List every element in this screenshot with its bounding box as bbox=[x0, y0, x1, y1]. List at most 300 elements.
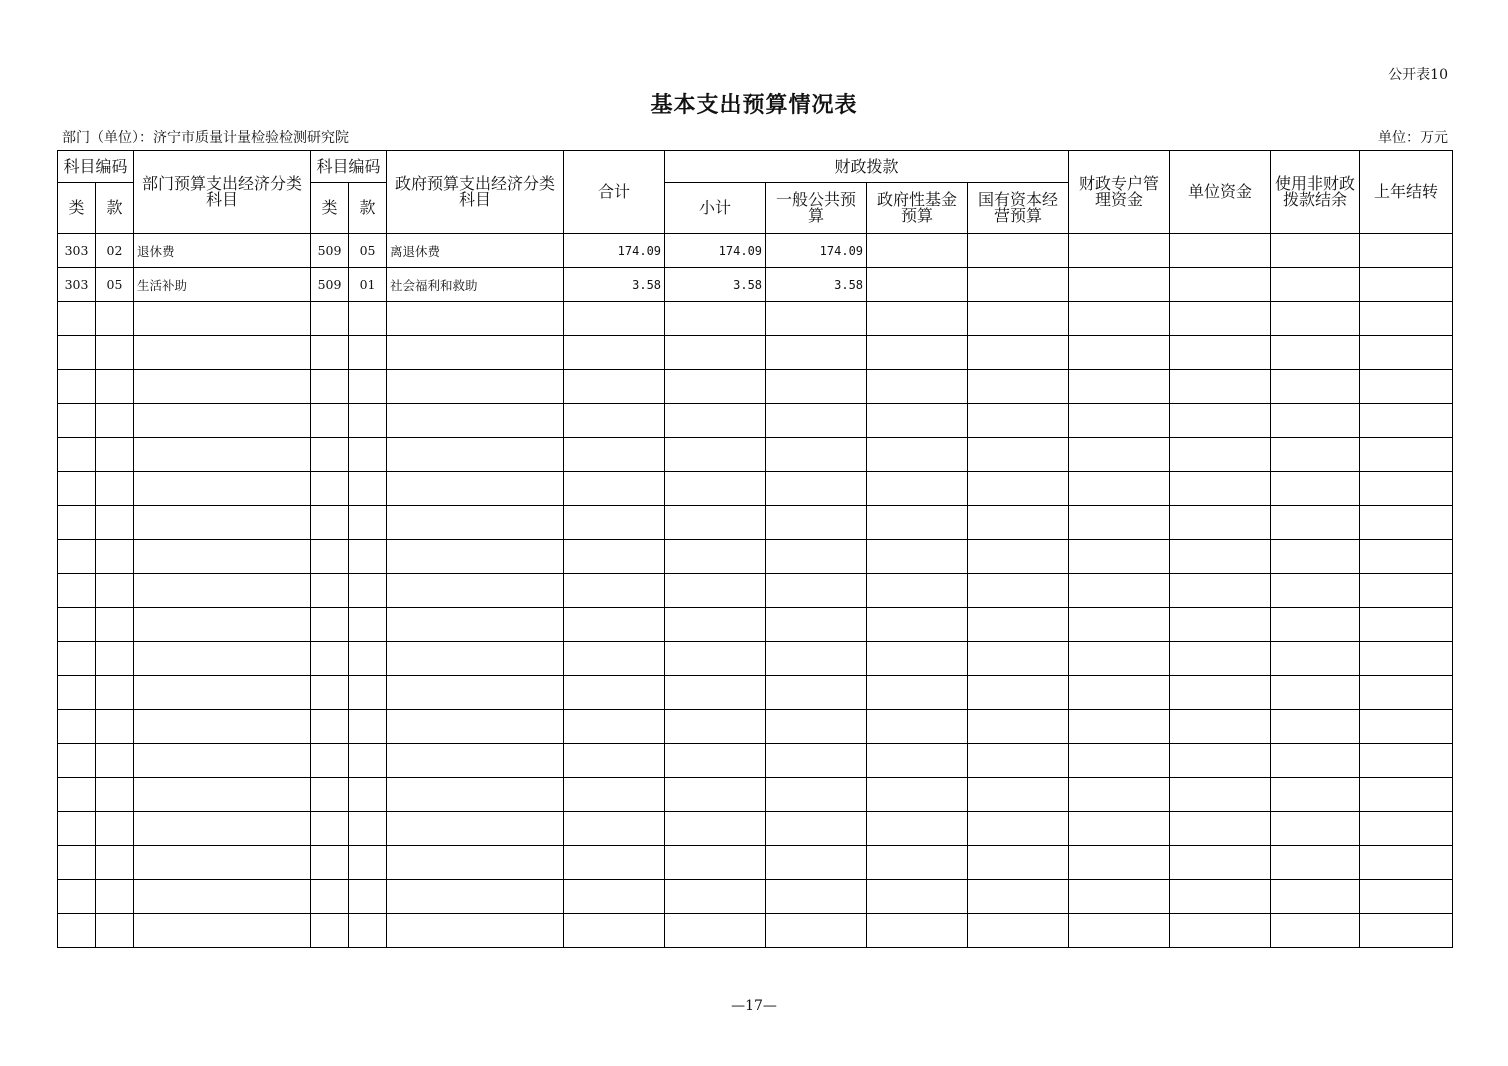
table-cell-empty bbox=[665, 574, 766, 608]
table-cell-empty bbox=[665, 506, 766, 540]
table-cell-empty bbox=[1360, 370, 1453, 404]
table-cell-empty bbox=[1271, 880, 1360, 914]
cell-prior bbox=[1360, 234, 1453, 268]
cell-subtotal: 174.09 bbox=[665, 234, 766, 268]
table-cell-empty bbox=[1069, 302, 1170, 336]
table-cell-empty bbox=[1069, 472, 1170, 506]
budget-table bbox=[57, 150, 1453, 948]
table-cell-empty bbox=[311, 574, 349, 608]
table-cell-empty bbox=[349, 914, 387, 948]
table-cell-empty bbox=[1069, 778, 1170, 812]
table-cell-empty bbox=[766, 336, 867, 370]
table-cell-empty bbox=[665, 846, 766, 880]
table-cell-empty bbox=[387, 880, 564, 914]
table-cell-empty bbox=[349, 370, 387, 404]
table-cell-empty bbox=[968, 302, 1069, 336]
table-cell-empty bbox=[58, 778, 96, 812]
table-cell-empty bbox=[1271, 642, 1360, 676]
table-cell-empty bbox=[311, 336, 349, 370]
page-number: —17— bbox=[731, 998, 777, 1014]
table-cell-empty bbox=[1069, 676, 1170, 710]
table-cell-empty bbox=[1170, 778, 1271, 812]
table-cell-empty bbox=[134, 914, 311, 948]
table-cell-empty bbox=[867, 506, 968, 540]
table-cell-empty bbox=[867, 778, 968, 812]
table-row-empty bbox=[58, 336, 1453, 370]
table-cell-empty bbox=[96, 676, 134, 710]
table-cell-empty bbox=[1170, 438, 1271, 472]
table-cell-empty bbox=[766, 812, 867, 846]
form-number: 公开表10 bbox=[1388, 67, 1448, 83]
cell-fund bbox=[867, 268, 968, 302]
table-cell-empty bbox=[96, 812, 134, 846]
table-cell-empty bbox=[968, 710, 1069, 744]
table-cell-empty bbox=[564, 812, 665, 846]
table-cell-empty bbox=[1170, 608, 1271, 642]
table-cell-empty bbox=[665, 438, 766, 472]
table-cell-empty bbox=[564, 336, 665, 370]
table-cell-empty bbox=[564, 608, 665, 642]
table-cell-empty bbox=[96, 472, 134, 506]
table-cell-empty bbox=[1271, 778, 1360, 812]
table-cell-empty bbox=[766, 608, 867, 642]
table-cell-empty bbox=[1069, 574, 1170, 608]
table-cell-empty bbox=[1271, 676, 1360, 710]
table-cell-empty bbox=[387, 472, 564, 506]
table-cell-empty bbox=[665, 302, 766, 336]
table-row-empty bbox=[58, 914, 1453, 948]
table-cell-empty bbox=[564, 880, 665, 914]
table-cell-empty bbox=[766, 404, 867, 438]
table-cell-empty bbox=[1360, 472, 1453, 506]
table-cell-empty bbox=[311, 506, 349, 540]
table-cell-empty bbox=[968, 404, 1069, 438]
table-cell-empty bbox=[867, 812, 968, 846]
cell-non-fiscal bbox=[1271, 268, 1360, 302]
cell-subtotal: 3.58 bbox=[665, 268, 766, 302]
table-cell-empty bbox=[387, 608, 564, 642]
table-cell-empty bbox=[968, 880, 1069, 914]
cell-lei: 303 bbox=[58, 234, 96, 268]
cell-special bbox=[1069, 268, 1170, 302]
table-cell-empty bbox=[1360, 540, 1453, 574]
table-cell-empty bbox=[564, 404, 665, 438]
table-cell-empty bbox=[867, 676, 968, 710]
table-cell-empty bbox=[1069, 370, 1170, 404]
table-cell-empty bbox=[134, 846, 311, 880]
table-cell-empty bbox=[1069, 506, 1170, 540]
table-cell-empty bbox=[58, 642, 96, 676]
table-cell-empty bbox=[58, 472, 96, 506]
table-cell-empty bbox=[1271, 914, 1360, 948]
table-cell-empty bbox=[766, 744, 867, 778]
table-cell-empty bbox=[1360, 914, 1453, 948]
table-cell-empty bbox=[564, 506, 665, 540]
table-cell-empty bbox=[968, 608, 1069, 642]
table-cell-empty bbox=[968, 506, 1069, 540]
table-cell-empty bbox=[766, 676, 867, 710]
table-cell-empty bbox=[1271, 574, 1360, 608]
table-cell-empty bbox=[766, 710, 867, 744]
table-row bbox=[58, 268, 1453, 302]
table-cell-empty bbox=[1170, 370, 1271, 404]
table-cell-empty bbox=[1069, 608, 1170, 642]
table-cell-empty bbox=[311, 404, 349, 438]
table-cell-empty bbox=[349, 438, 387, 472]
header-gov-fund: 政府性基金预算 bbox=[867, 183, 968, 234]
table-cell-empty bbox=[134, 812, 311, 846]
table-cell-empty bbox=[1271, 540, 1360, 574]
table-cell-empty bbox=[349, 574, 387, 608]
cell-unit-funds bbox=[1170, 268, 1271, 302]
table-cell-empty bbox=[564, 778, 665, 812]
table-cell-empty bbox=[867, 846, 968, 880]
table-row-empty bbox=[58, 472, 1453, 506]
table-cell-empty bbox=[1069, 812, 1170, 846]
table-cell-empty bbox=[1170, 846, 1271, 880]
table-cell-empty bbox=[968, 744, 1069, 778]
cell-gov-lei: 509 bbox=[311, 268, 349, 302]
table-cell-empty bbox=[1170, 642, 1271, 676]
table-cell-empty bbox=[96, 778, 134, 812]
table-cell-empty bbox=[564, 676, 665, 710]
table-cell-empty bbox=[867, 404, 968, 438]
table-cell-empty bbox=[96, 506, 134, 540]
header-dept-category: 部门预算支出经济分类科目 bbox=[134, 151, 311, 234]
cell-dept-name: 退休费 bbox=[134, 234, 311, 268]
table-cell-empty bbox=[1069, 404, 1170, 438]
table-cell-empty bbox=[867, 608, 968, 642]
table-cell-empty bbox=[349, 778, 387, 812]
table-cell-empty bbox=[1170, 574, 1271, 608]
table-cell-empty bbox=[58, 812, 96, 846]
table-cell-empty bbox=[867, 540, 968, 574]
table-cell-empty bbox=[134, 506, 311, 540]
table-cell-empty bbox=[1360, 880, 1453, 914]
table-cell-empty bbox=[349, 710, 387, 744]
table-cell-empty bbox=[96, 642, 134, 676]
table-cell-empty bbox=[134, 778, 311, 812]
table-cell-empty bbox=[58, 744, 96, 778]
table-cell-empty bbox=[311, 472, 349, 506]
table-cell-empty bbox=[867, 472, 968, 506]
cell-total: 3.58 bbox=[564, 268, 665, 302]
table-cell-empty bbox=[349, 540, 387, 574]
table-row-empty bbox=[58, 880, 1453, 914]
table-cell-empty bbox=[1271, 472, 1360, 506]
table-cell-empty bbox=[766, 574, 867, 608]
table-cell-empty bbox=[665, 642, 766, 676]
table-cell-empty bbox=[665, 744, 766, 778]
table-cell-empty bbox=[387, 710, 564, 744]
table-cell-empty bbox=[1170, 880, 1271, 914]
table-cell-empty bbox=[766, 438, 867, 472]
table-cell-empty bbox=[1271, 744, 1360, 778]
table-cell-empty bbox=[867, 880, 968, 914]
table-cell-empty bbox=[1069, 914, 1170, 948]
table-cell-empty bbox=[968, 812, 1069, 846]
table-cell-empty bbox=[766, 472, 867, 506]
table-cell-empty bbox=[58, 302, 96, 336]
table-cell-empty bbox=[134, 472, 311, 506]
cell-lei: 303 bbox=[58, 268, 96, 302]
table-cell-empty bbox=[134, 404, 311, 438]
table-cell-empty bbox=[665, 778, 766, 812]
table-cell-empty bbox=[1271, 846, 1360, 880]
table-cell-empty bbox=[867, 642, 968, 676]
table-cell-empty bbox=[1170, 506, 1271, 540]
table-cell-empty bbox=[349, 506, 387, 540]
table-cell-empty bbox=[1069, 642, 1170, 676]
table-cell-empty bbox=[968, 336, 1069, 370]
table-cell-empty bbox=[96, 438, 134, 472]
table-cell-empty bbox=[311, 540, 349, 574]
table-cell-empty bbox=[1360, 506, 1453, 540]
department-label: 部门（单位）：济宁市质量计量检验检测研究院 bbox=[62, 130, 349, 146]
header-kuan-1: 款 bbox=[96, 183, 134, 234]
table-cell-empty bbox=[766, 540, 867, 574]
table-cell-empty bbox=[96, 744, 134, 778]
table-cell-empty bbox=[387, 506, 564, 540]
header-state-capital: 国有资本经营预算 bbox=[968, 183, 1069, 234]
table-cell-empty bbox=[968, 540, 1069, 574]
header-total: 合计 bbox=[564, 151, 665, 234]
table-cell-empty bbox=[311, 676, 349, 710]
header-prior-year: 上年结转 bbox=[1360, 151, 1453, 234]
cell-unit-funds bbox=[1170, 234, 1271, 268]
table-cell-empty bbox=[1360, 336, 1453, 370]
table-cell-empty bbox=[1360, 744, 1453, 778]
table-cell-empty bbox=[134, 676, 311, 710]
table-cell-empty bbox=[665, 710, 766, 744]
table-cell-empty bbox=[1271, 370, 1360, 404]
unit-label: 单位：万元 bbox=[1378, 130, 1448, 146]
table-cell-empty bbox=[311, 812, 349, 846]
header-lei-1: 类 bbox=[58, 183, 96, 234]
table-cell-empty bbox=[387, 778, 564, 812]
table-cell-empty bbox=[96, 608, 134, 642]
table-cell-empty bbox=[1360, 438, 1453, 472]
table-cell-empty bbox=[96, 540, 134, 574]
table-cell-empty bbox=[968, 914, 1069, 948]
table-cell-empty bbox=[564, 438, 665, 472]
table-cell-empty bbox=[134, 370, 311, 404]
header-special-account: 财政专户管理资金 bbox=[1069, 151, 1170, 234]
header-fiscal: 财政拨款 bbox=[665, 151, 1069, 183]
table-cell-empty bbox=[311, 778, 349, 812]
table-cell-empty bbox=[1069, 710, 1170, 744]
table-cell-empty bbox=[311, 370, 349, 404]
table-cell-empty bbox=[134, 744, 311, 778]
table-cell-empty bbox=[665, 472, 766, 506]
table-cell-empty bbox=[387, 370, 564, 404]
table-cell-empty bbox=[1360, 778, 1453, 812]
table-cell-empty bbox=[1360, 642, 1453, 676]
table-cell-empty bbox=[387, 676, 564, 710]
table-cell-empty bbox=[1170, 710, 1271, 744]
cell-total: 174.09 bbox=[564, 234, 665, 268]
table-cell-empty bbox=[96, 336, 134, 370]
table-cell-empty bbox=[134, 880, 311, 914]
table-cell-empty bbox=[665, 880, 766, 914]
table-cell-empty bbox=[564, 302, 665, 336]
table-cell-empty bbox=[311, 642, 349, 676]
table-cell-empty bbox=[867, 744, 968, 778]
table-cell-empty bbox=[968, 642, 1069, 676]
table-cell-empty bbox=[867, 370, 968, 404]
table-cell-empty bbox=[1170, 404, 1271, 438]
cell-fund bbox=[867, 234, 968, 268]
table-row-empty bbox=[58, 778, 1453, 812]
table-cell-empty bbox=[387, 438, 564, 472]
table-cell-empty bbox=[1360, 608, 1453, 642]
table-row-empty bbox=[58, 506, 1453, 540]
table-cell-empty bbox=[134, 608, 311, 642]
table-cell-empty bbox=[968, 574, 1069, 608]
table-cell-empty bbox=[1170, 302, 1271, 336]
cell-kuan: 05 bbox=[96, 268, 134, 302]
table-cell-empty bbox=[564, 370, 665, 404]
table-cell-empty bbox=[387, 540, 564, 574]
table-cell-empty bbox=[665, 370, 766, 404]
table-row-empty bbox=[58, 438, 1453, 472]
table-cell-empty bbox=[968, 676, 1069, 710]
table-cell-empty bbox=[58, 404, 96, 438]
table-cell-empty bbox=[349, 336, 387, 370]
table-cell-empty bbox=[387, 336, 564, 370]
table-cell-empty bbox=[1170, 676, 1271, 710]
table-cell-empty bbox=[58, 710, 96, 744]
table-cell-empty bbox=[134, 336, 311, 370]
table-cell-empty bbox=[867, 438, 968, 472]
header-non-fiscal-balance: 使用非财政拨款结余 bbox=[1271, 151, 1360, 234]
table-cell-empty bbox=[387, 914, 564, 948]
table-cell-empty bbox=[58, 676, 96, 710]
table-cell-empty bbox=[58, 506, 96, 540]
table-cell-empty bbox=[387, 744, 564, 778]
table-row-empty bbox=[58, 370, 1453, 404]
table-cell-empty bbox=[867, 710, 968, 744]
cell-capital bbox=[968, 268, 1069, 302]
table-cell-empty bbox=[1271, 302, 1360, 336]
header-gov-category: 政府预算支出经济分类科目 bbox=[387, 151, 564, 234]
table-cell-empty bbox=[349, 404, 387, 438]
cell-non-fiscal bbox=[1271, 234, 1360, 268]
table-cell-empty bbox=[766, 642, 867, 676]
table-cell-empty bbox=[58, 540, 96, 574]
table-cell-empty bbox=[766, 302, 867, 336]
table-cell-empty bbox=[311, 846, 349, 880]
table-cell-empty bbox=[349, 812, 387, 846]
table-cell-empty bbox=[1271, 710, 1360, 744]
table-cell-empty bbox=[1271, 438, 1360, 472]
table-cell-empty bbox=[1069, 540, 1170, 574]
table-cell-empty bbox=[349, 880, 387, 914]
header-kuan-2: 款 bbox=[349, 183, 387, 234]
table-cell-empty bbox=[311, 438, 349, 472]
table-cell-empty bbox=[58, 608, 96, 642]
header-unit-funds: 单位资金 bbox=[1170, 151, 1271, 234]
table-cell-empty bbox=[766, 506, 867, 540]
table-cell-empty bbox=[1271, 506, 1360, 540]
table-cell-empty bbox=[311, 302, 349, 336]
table-cell-empty bbox=[665, 676, 766, 710]
header-lei-2: 类 bbox=[311, 183, 349, 234]
cell-special bbox=[1069, 234, 1170, 268]
table-cell-empty bbox=[1170, 914, 1271, 948]
table-cell-empty bbox=[968, 472, 1069, 506]
table-cell-empty bbox=[387, 574, 564, 608]
table-cell-empty bbox=[58, 880, 96, 914]
table-cell-empty bbox=[1170, 744, 1271, 778]
table-cell-empty bbox=[387, 404, 564, 438]
table-cell-empty bbox=[349, 744, 387, 778]
table-cell-empty bbox=[564, 846, 665, 880]
table-cell-empty bbox=[564, 472, 665, 506]
table-cell-empty bbox=[96, 404, 134, 438]
table-cell-empty bbox=[349, 608, 387, 642]
table-cell-empty bbox=[134, 540, 311, 574]
table-cell-empty bbox=[311, 914, 349, 948]
table-cell-empty bbox=[311, 608, 349, 642]
cell-gov-kuan: 05 bbox=[349, 234, 387, 268]
cell-capital bbox=[968, 234, 1069, 268]
header-general-budget: 一般公共预算 bbox=[766, 183, 867, 234]
table-cell-empty bbox=[766, 880, 867, 914]
table-cell-empty bbox=[1360, 574, 1453, 608]
table-cell-empty bbox=[1170, 540, 1271, 574]
table-cell-empty bbox=[58, 574, 96, 608]
table-cell-empty bbox=[564, 642, 665, 676]
table-cell-empty bbox=[1170, 812, 1271, 846]
table-cell-empty bbox=[58, 336, 96, 370]
table-cell-empty bbox=[968, 370, 1069, 404]
table-row-empty bbox=[58, 608, 1453, 642]
table-cell-empty bbox=[968, 778, 1069, 812]
table-row-empty bbox=[58, 744, 1453, 778]
table-cell-empty bbox=[1069, 438, 1170, 472]
cell-dept-name: 生活补助 bbox=[134, 268, 311, 302]
table-cell-empty bbox=[1069, 744, 1170, 778]
table-cell-empty bbox=[867, 302, 968, 336]
table-cell-empty bbox=[96, 710, 134, 744]
table-cell-empty bbox=[665, 608, 766, 642]
table-cell-empty bbox=[96, 880, 134, 914]
table-cell-empty bbox=[968, 846, 1069, 880]
table-cell-empty bbox=[1360, 676, 1453, 710]
table-cell-empty bbox=[58, 438, 96, 472]
cell-gov-kuan: 01 bbox=[349, 268, 387, 302]
header-subtotal: 小计 bbox=[665, 183, 766, 234]
table-cell-empty bbox=[96, 846, 134, 880]
table-cell-empty bbox=[58, 846, 96, 880]
cell-kuan: 02 bbox=[96, 234, 134, 268]
table-cell-empty bbox=[867, 574, 968, 608]
table-cell-empty bbox=[1069, 336, 1170, 370]
table-row-empty bbox=[58, 846, 1453, 880]
cell-general: 3.58 bbox=[766, 268, 867, 302]
table-cell-empty bbox=[134, 438, 311, 472]
table-cell-empty bbox=[134, 302, 311, 336]
table-cell-empty bbox=[665, 914, 766, 948]
table-cell-empty bbox=[564, 540, 665, 574]
table-cell-empty bbox=[1360, 812, 1453, 846]
table-cell-empty bbox=[96, 574, 134, 608]
table-cell-empty bbox=[349, 472, 387, 506]
table-cell-empty bbox=[766, 778, 867, 812]
table-row bbox=[58, 234, 1453, 268]
table-cell-empty bbox=[96, 914, 134, 948]
